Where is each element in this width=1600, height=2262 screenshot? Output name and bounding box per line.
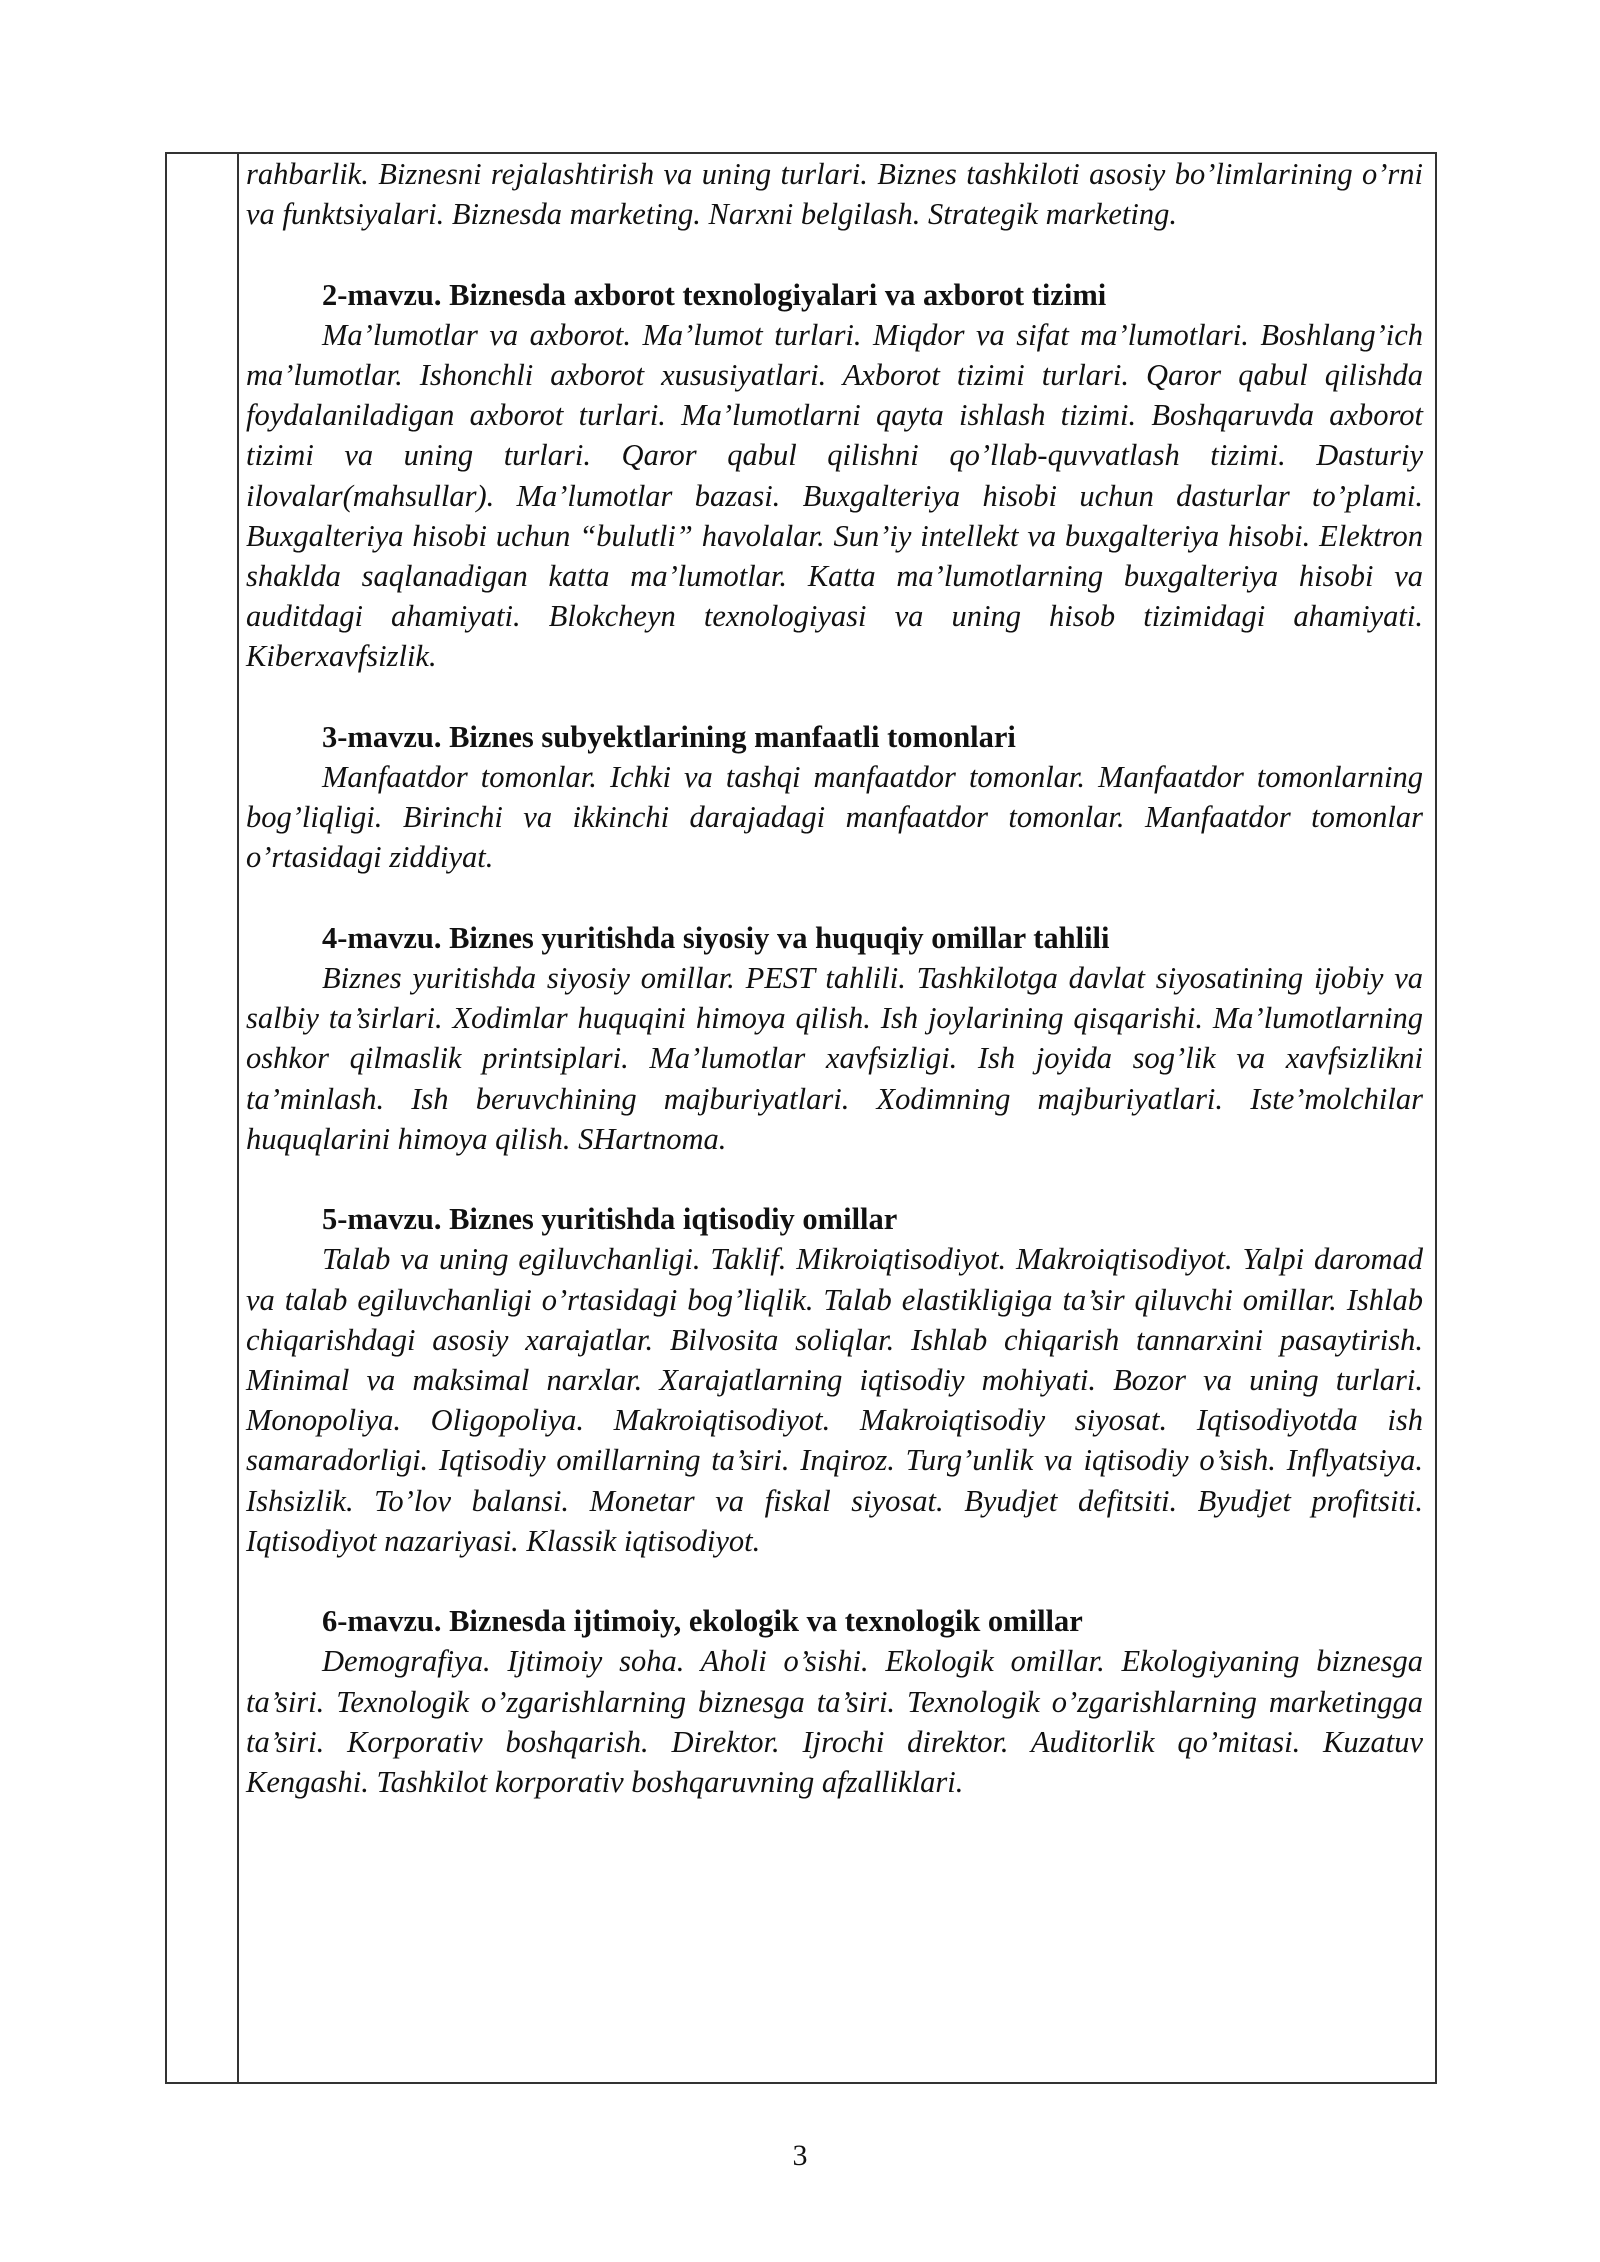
- topic-section: [246, 918, 1423, 1159]
- topic-heading: 2-mavzu. Biznesda axborot texnologiyalari va axborot tizimi: [322, 277, 1107, 312]
- topic-body: Ma’lumotlar va axborot. Ma’lumot turlari. Miqdor va sifat ma’lumotlari. Boshlang’ich ma’lumotlar. Ishonchli axborot xususiyatlari. Axborot tizimi turlari. Qaror qabul qilishda foydalaniladigan axborot turlari. Ma’lumotlarni qayta ishlash tizimi. Boshqaruvda axborot tizimi va uning turlari. Qaror qabul qilishni qo’llab-quvvatlash tizimi. Dasturiy ilovalar(mahsullar). Ma’lumotlar bazasi. Buxgalteriya hisobi uchun dasturlar to’plami. Buxgalteriya hisobi uchun “bulutli” havolalar. Sun’iy intellekt va buxgalteriya hisobi. Elektron shaklda saqlanadigan katta ma’lumotlar. Katta ma’lumotlarning buxgalteriya hisobi va auditdagi ahamiyati. Blokcheyn texnologiyasi va uning hisob tizimidagi ahamiyati. Kiberxavfsizlik.: [246, 317, 1423, 674]
- table-content-cell: [246, 154, 1423, 1802]
- page-number: 3: [792, 2139, 808, 2172]
- topic-section: [246, 1601, 1423, 1802]
- topic-heading: 5-mavzu. Biznes yuritishda iqtisodiy omillar: [322, 1202, 898, 1237]
- topic-heading: 4-mavzu. Biznes yuritishda siyosiy va huquqiy omillar tahlili: [322, 920, 1110, 955]
- topic-heading: 6-mavzu. Biznesda ijtimoiy, ekologik va texnologik omillar: [322, 1604, 1083, 1639]
- table-left-column-divider: [237, 154, 239, 2082]
- topic-body: Manfaatdor tomonlar. Ichki va tashqi manfaatdor tomonlar. Manfaatdor tomonlarning bog’liqligi. Birinchi va ikkinchi darajadagi manfaatdor tomonlar. Manfaatdor tomonlar o’rtasidagi ziddiyat.: [246, 760, 1423, 875]
- syllabus-table: [165, 152, 1437, 2084]
- topic-body: Talab va uning egiluvchanligi. Taklif. Mikroiqtisodiyot. Makroiqtisodiyot. Yalpi daromad va talab egiluvchanligi o’rtasidagi bog’liqlik. Talab elastikligiga ta’sir qiluvchi omillar. Ishlab chiqarishdagi asosiy xarajatlar. Bilvosita soliqlar. Ishlab chiqarish tannarxini pasaytirish. Minimal va maksimal narxlar. Xarajatlarning iqtisodiy mohiyati. Bozor va uning turlari. Monopoliya. Oligopoliya. Makroiqtisodiyot. Makroiqtisodiy siyosat. Iqtisodiyotda ish samaradorligi. Iqtisodiy omillarning ta’siri. Inqiroz. Turg’unlik va iqtisodiy o’sish. Inflyatsiya. Ishsizlik. To’lov balansi. Monetar va fiskal siyosat. Byudjet defitsiti. Byudjet profitsiti. Iqtisodiyot nazariyasi. Klassik iqtisodiyot.: [246, 1242, 1423, 1558]
- topic-section: [246, 1199, 1423, 1561]
- topic-body: Demografiya. Ijtimoiy soha. Aholi o’sishi. Ekologik omillar. Ekologiyaning biznesga ta’siri. Texnologik o’zgarishlarning biznesga ta’siri. Texnologik o’zgarishlarning marketingga ta’siri. Korporativ boshqarish. Direktor. Ijrochi direktor. Auditorlik qo’mitasi. Kuzatuv Kengashi. Tashkilot korporativ boshqaruvning afzalliklari.: [246, 1644, 1423, 1800]
- topic-section: [246, 275, 1423, 677]
- continuation-paragraph: rahbarlik. Biznesni rejalashtirish va uning turlari. Biznes tashkiloti asosiy bo’limlarining o’rni va funktsiyalari. Biznesda marketing. Narxni belgilash. Strategik marketing.: [246, 157, 1423, 232]
- topic-heading: 3-mavzu. Biznes subyektlarining manfaatli tomonlari: [322, 719, 1016, 754]
- topic-section: [246, 717, 1423, 878]
- topic-body: Biznes yuritishda siyosiy omillar. PEST tahlili. Tashkilotga davlat siyosatining ijobiy va salbiy ta’sirlari. Xodimlar huquqini himoya qilish. Ish joylarining qisqarishi. Ma’lumotlarning oshkor qilmaslik printsiplari. Ma’lumotlar xavfsizligi. Ish joyida sog’lik va xavfsizlikni ta’minlash. Ish beruvchining majburiyatlari. Xodimning majburiyatlari. Iste’molchilar huquqlarini himoya qilish. SHartnoma.: [246, 961, 1423, 1156]
